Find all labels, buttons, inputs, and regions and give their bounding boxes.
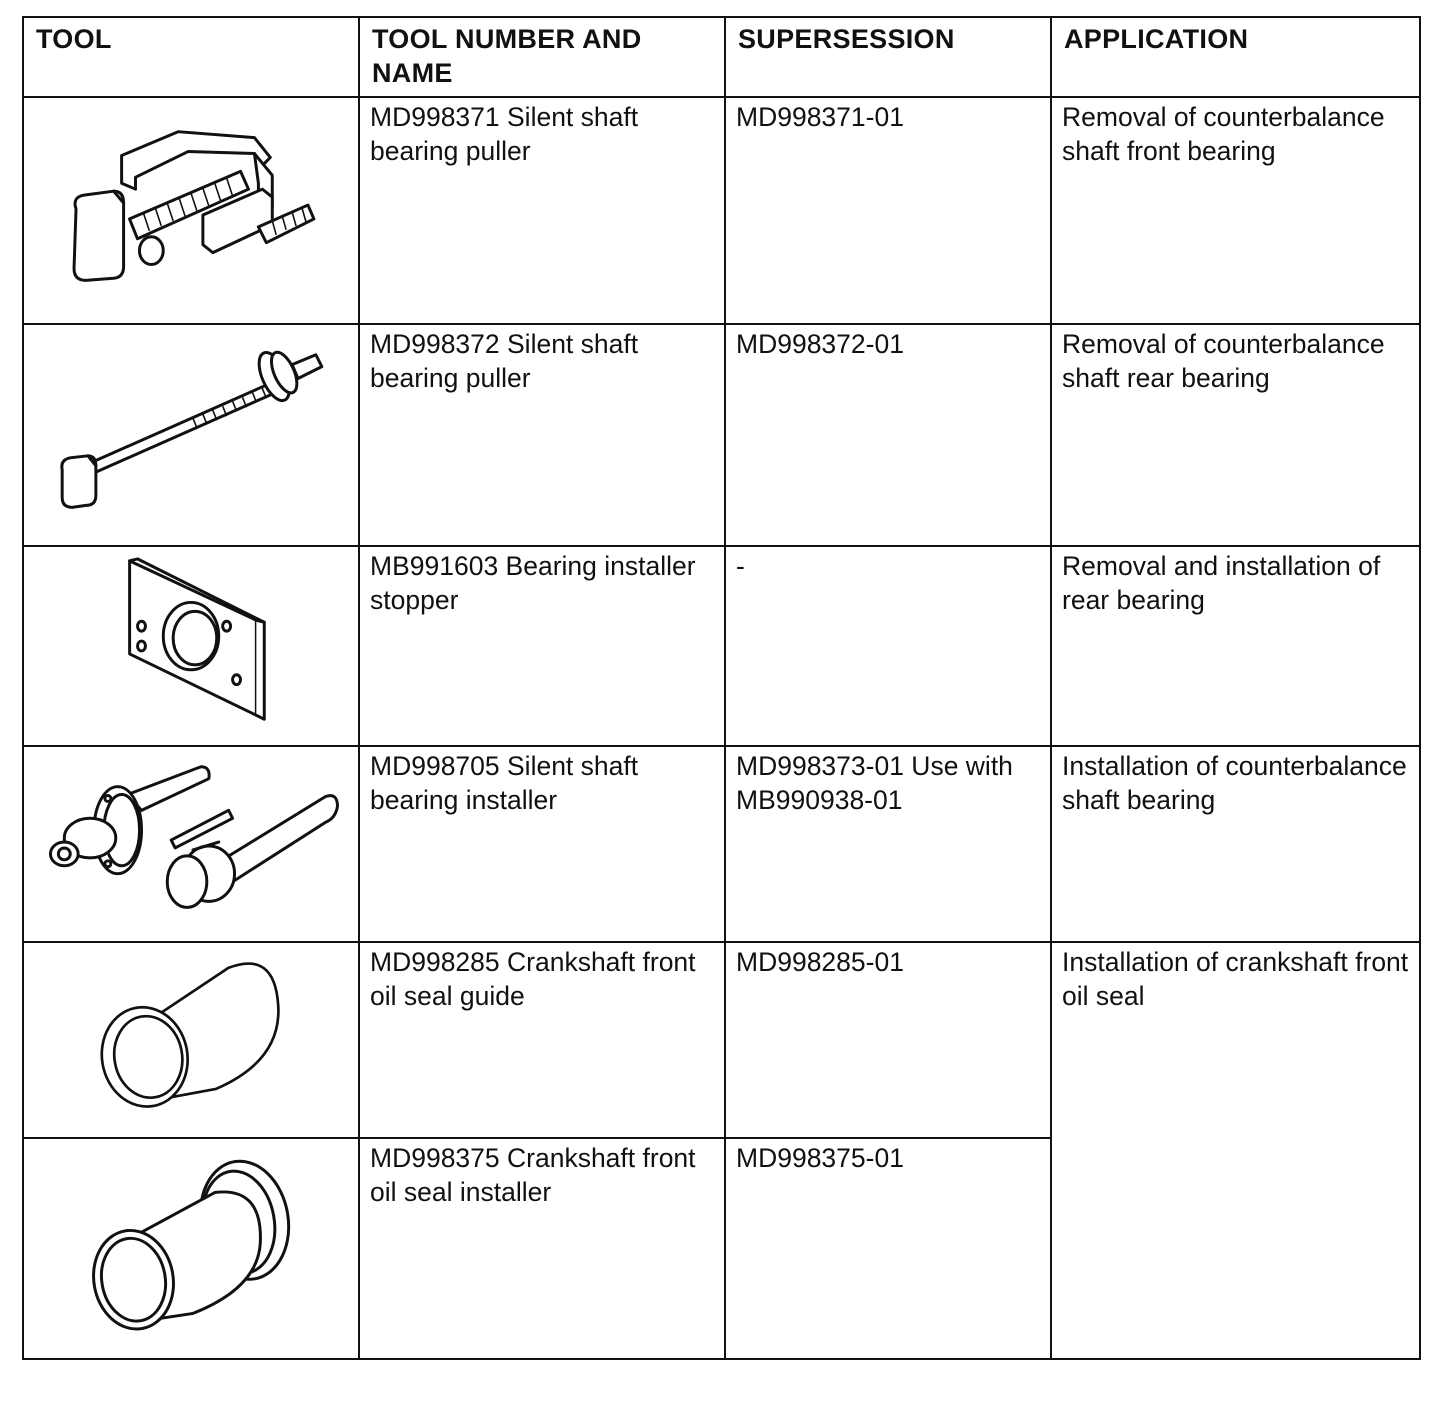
tool-image-cell (23, 1138, 359, 1359)
silent-shaft-bearing-puller-front-icon (24, 98, 358, 323)
application-cell: Removal of counterbalance shaft rear bearing (1051, 324, 1420, 546)
supersession-cell: - (725, 546, 1051, 746)
tool-number-cell: MD998705 Silent shaft bearing installer (359, 746, 725, 942)
silent-shaft-bearing-installer-icon (24, 747, 358, 941)
bearing-installer-stopper-icon (24, 547, 358, 745)
supersession-cell: MD998373-01 Use with MB990938-01 (725, 746, 1051, 942)
tool-image-cell (23, 324, 359, 546)
tool-number-cell: MD998285 Crankshaft front oil seal guide (359, 942, 725, 1138)
supersession-cell: MD998285-01 (725, 942, 1051, 1138)
application-cell: Removal and installation of rear bearing (1051, 546, 1420, 746)
header-tool: TOOL (23, 17, 359, 97)
special-tools-table (22, 16, 1421, 1360)
supersession-cell: MD998372-01 (725, 324, 1051, 546)
table-row (23, 97, 1420, 324)
crankshaft-front-oil-seal-installer-icon (24, 1139, 358, 1358)
tool-number-cell: MD998372 Silent shaft bearing puller (359, 324, 725, 546)
tool-image-cell (23, 942, 359, 1138)
table-row (23, 546, 1420, 746)
silent-shaft-bearing-puller-rear-icon (24, 325, 358, 545)
header-tool-number-and-name: TOOL NUMBER AND NAME (359, 17, 725, 97)
application-cell: Removal of counterbalance shaft front bearing (1051, 97, 1420, 324)
tool-image-cell (23, 746, 359, 942)
tool-number-cell: MD998371 Silent shaft bearing puller (359, 97, 725, 324)
supersession-cell: MD998375-01 (725, 1138, 1051, 1359)
tool-number-cell: MD998375 Crankshaft front oil seal installer (359, 1138, 725, 1359)
crankshaft-front-oil-seal-guide-icon (24, 943, 358, 1137)
table-row (23, 746, 1420, 942)
tool-number-cell: MB991603 Bearing installer stopper (359, 546, 725, 746)
supersession-cell: MD998371-01 (725, 97, 1051, 324)
application-cell: Installation of counterbalance shaft bearing (1051, 746, 1420, 942)
header-supersession: SUPERSESSION (725, 17, 1051, 97)
table-header-row (23, 17, 1420, 97)
table-row (23, 324, 1420, 546)
tool-image-cell (23, 97, 359, 324)
tool-image-cell (23, 546, 359, 746)
application-cell: Installation of crankshaft front oil seal (1051, 942, 1420, 1359)
table-row (23, 942, 1420, 1138)
header-application: APPLICATION (1051, 17, 1420, 97)
